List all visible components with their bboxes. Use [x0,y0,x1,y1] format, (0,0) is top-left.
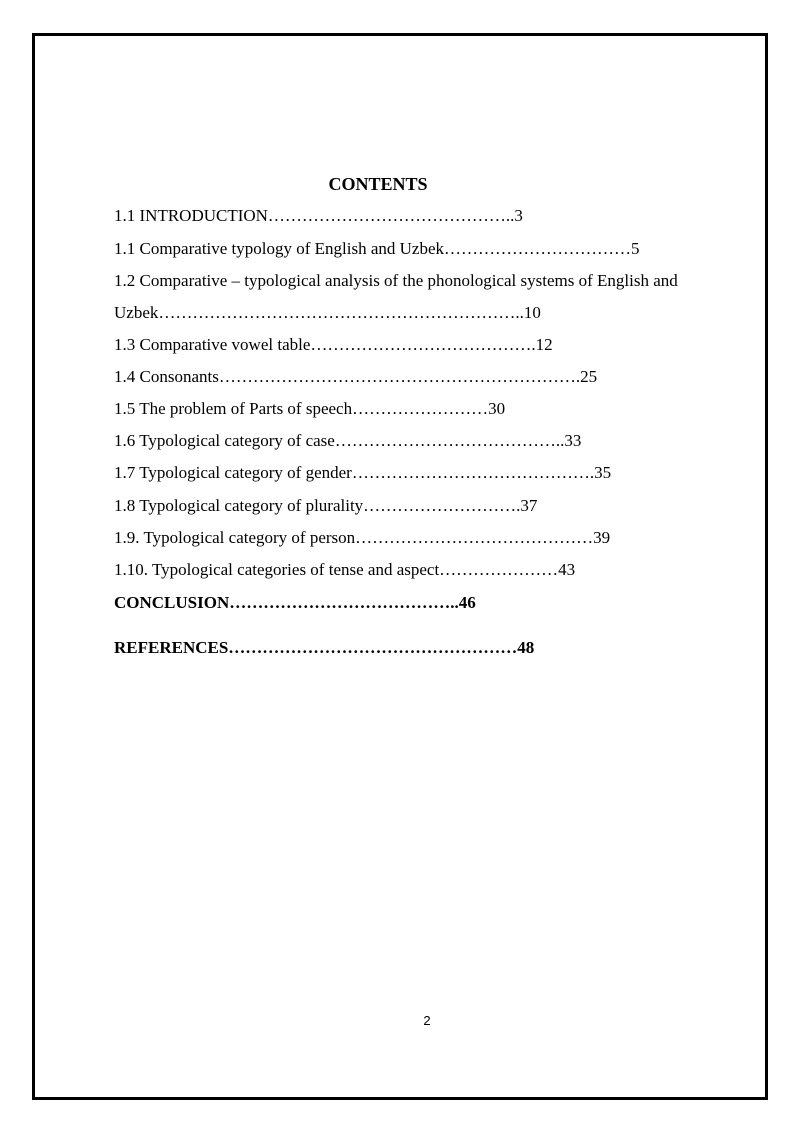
toc-entry-references: REFERENCES……………………………………………48 [114,638,535,657]
toc-entry-phonological-analysis: 1.2 Comparative – typological analysis of the phonological systems of English and [114,271,678,290]
toc-entry-category-of-plurality: 1.8 Typological category of plurality……………………….37 [114,496,538,515]
page-number: 2 [423,1013,431,1028]
toc-entry-vowel-table: 1.3 Comparative vowel table………………………………….12 [114,335,553,354]
toc-entry-conclusion: CONCLUSION…………………………………..46 [114,593,476,612]
toc-entry-phonological-analysis-continued: Uzbek………………………………………………………..10 [114,303,541,322]
toc-entry-category-of-gender: 1.7 Typological category of gender…………………………………….35 [114,463,612,482]
toc-entry-parts-of-speech: 1.5 The problem of Parts of speech……………………30 [114,399,506,418]
toc-entry-category-of-case: 1.6 Typological category of case…………………………………..33 [114,431,582,450]
toc-entry-tense-and-aspect: 1.10. Typological categories of tense and aspect…………………43 [114,560,576,579]
toc-entry-comparative-typology: 1.1 Comparative typology of English and Uzbek……………………………5 [114,239,640,258]
toc-entry-introduction: 1.1 INTRODUCTION……………………………………..3 [114,206,523,225]
toc-entry-consonants: 1.4 Consonants……………………………………………………….25 [114,367,598,386]
contents-heading: CONTENTS [328,174,428,194]
toc-entry-category-of-person: 1.9. Typological category of person……………………………………39 [114,528,611,547]
